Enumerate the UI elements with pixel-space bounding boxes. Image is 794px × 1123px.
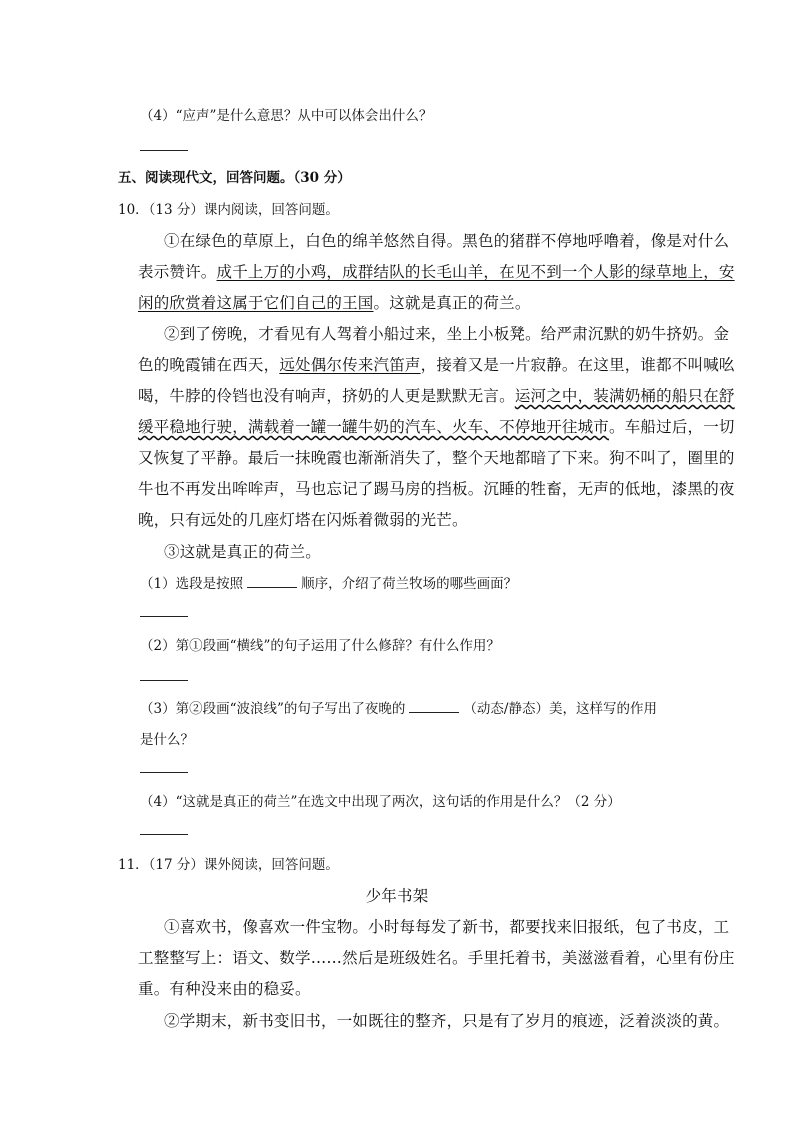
passage-p2-line2 — [138, 353, 735, 375]
question-11-header: 11．（17 分）课外阅读，回答问题。 — [118, 857, 339, 873]
straight-underlined-sentence: 成千上万的小鸡，成群结队的长毛山羊，在见不到一个人影的绿草地上，安 — [216, 263, 735, 281]
passage-p2-line5: 又恢复了平静。最后一抹晚霞也渐渐消失了，整个天地都暗了下来。狗不叫了，圈里的 — [138, 449, 735, 467]
article-p2-line1: ②学期末，新书变旧书，一如既往的整齐，只是有了岁月的痕迹，泛着淡淡的黄。 — [164, 1012, 730, 1030]
answer-blank — [140, 680, 188, 681]
passage-p1-line3 — [138, 291, 531, 313]
wavy-underlined-sentence: 缓平稳地行驶，满载着一罐一罐牛奶的汽车、火车、不停地开往城市 — [138, 418, 610, 436]
straight-underlined-sentence: 闲的欣赏着这属于它们自己的王国 — [138, 294, 374, 312]
passage-text: 。这就是真正的荷兰。 — [373, 294, 531, 312]
article-p1-line2: 工整整写上：语文、数学……然后是班级姓名。手里托着书，美滋滋看着，心里有份庄 — [138, 949, 735, 967]
passage-p2-line7: 晚，只有远处的几座灯塔在闪烁着微弱的光芒。 — [138, 511, 468, 529]
passage-p2-line4 — [138, 415, 735, 437]
question-text: （1）选段是按照 — [140, 576, 244, 592]
wavy-underlined-sentence: 运河之中，装满奶桶的船只在舒 — [514, 387, 735, 405]
underlined-phrase: 远处偶尔传来汽笛声 — [279, 356, 421, 374]
question-10-4: （4）“这就是真正的荷兰”在选文中出现了两次，这句话的作用是什么？（2 分） — [140, 794, 621, 810]
question-10-2: （2）第①段画“横线”的句子运用了什么修辞？有什么作用？ — [140, 638, 500, 654]
passage-p3: ③这就是真正的荷兰。 — [164, 543, 322, 561]
passage-p1-line1: ①在绿色的草原上，白色的绵羊悠然自得。黑色的猪群不停地呼噜着，像是对什么 — [164, 232, 730, 250]
passage-text: 喝，牛脖的伶铛也没有响声，挤奶的人更是默默无言。 — [138, 387, 515, 405]
passage-text: 表示赞许。 — [138, 263, 217, 281]
fill-in-blank[interactable] — [247, 573, 297, 588]
passage-p2-line6: 牛也不再发出哞哞声，马也忘记了踢马房的挡板。沉睡的牲畜，无声的低地，漆黑的夜 — [138, 480, 735, 498]
question-10-3-cont: 是什么？ — [140, 732, 194, 748]
answer-blank — [140, 772, 188, 773]
question-10-3 — [140, 697, 657, 717]
passage-p2-line1: ②到了傍晚，才看见有人驾着小船过来，坐上小板凳。给严肃沉默的奶牛挤奶。金 — [164, 325, 730, 343]
section-5-title: 五、阅读现代文，回答问题。（30 分） — [118, 170, 351, 186]
answer-blank — [140, 150, 188, 151]
article-p1-line3: 重。有种没来由的稳妥。 — [138, 980, 311, 998]
fill-in-blank[interactable] — [409, 698, 459, 713]
question-10-1 — [140, 572, 517, 592]
question-text: （动态/静态）美，这样写的作用 — [463, 701, 657, 717]
answer-blank — [140, 616, 188, 617]
passage-text: 色的晚霞铺在西天， — [138, 356, 280, 374]
passage-text: ，接着又是一片寂静。在这里，谁都不叫喊吆 — [420, 356, 735, 374]
passage-p1-line2 — [138, 260, 735, 282]
article-title: 少年书架 — [365, 887, 429, 905]
question-10-header: 10．（13 分）课内阅读，回答问题。 — [118, 202, 339, 218]
question-9-4: （4）“应声”是什么意思？从中可以体会出什么？ — [140, 108, 433, 124]
question-text: （3）第②段画“波浪线”的句子写出了夜晚的 — [140, 701, 406, 717]
article-p1-line1: ①喜欢书，像喜欢一件宝物。小时每每发了新书，都要找来旧报纸，包了书皮，工 — [164, 918, 730, 936]
passage-text: 。车船过后，一切 — [609, 418, 735, 436]
answer-blank — [140, 834, 188, 835]
question-text: 顺序，介绍了荷兰牧场的哪些画面？ — [301, 576, 518, 592]
passage-p2-line3 — [138, 384, 735, 406]
